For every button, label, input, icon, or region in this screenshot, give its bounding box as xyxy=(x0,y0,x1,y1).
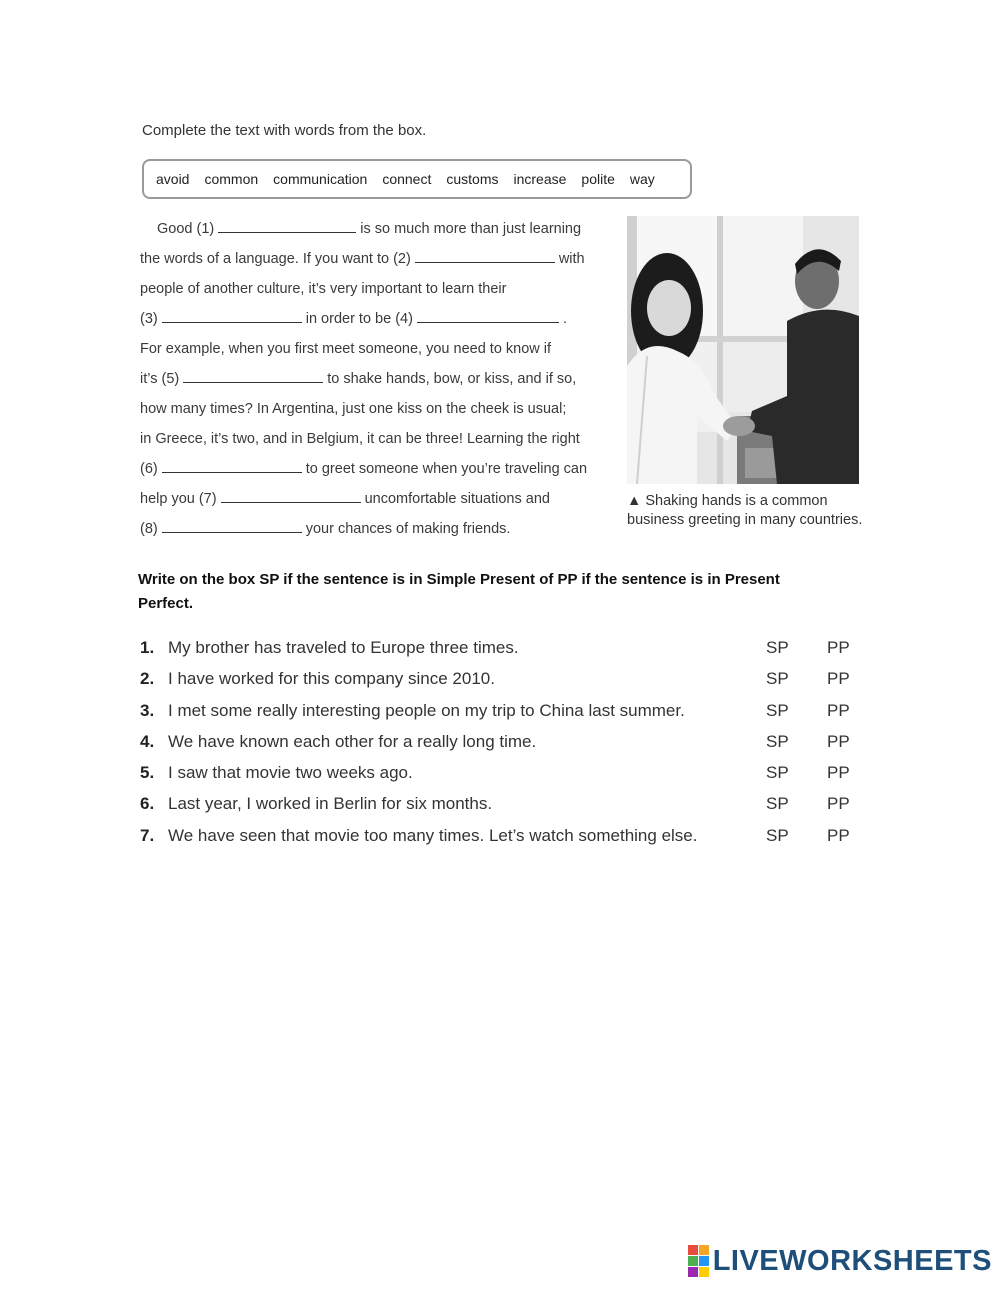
blank-1[interactable] xyxy=(218,220,356,233)
sentence-item-4 xyxy=(140,732,860,756)
word-box-item: polite xyxy=(581,171,615,187)
item-text: My brother has traveled to Europe three times. xyxy=(168,638,519,657)
word-box xyxy=(142,159,692,199)
pp-option[interactable]: PP xyxy=(827,669,850,688)
text-line-1: Good (1) is so much more than just learning xyxy=(157,221,582,237)
blank-6[interactable] xyxy=(162,460,302,473)
item-text: I saw that movie two weeks ago. xyxy=(168,763,413,782)
text-line-6: it’s (5) to shake hands, bow, or kiss, and if so, xyxy=(140,371,577,387)
item-text: We have known each other for a really long time. xyxy=(168,732,537,751)
sp-option[interactable]: SP xyxy=(766,794,789,813)
photo-caption: ▲ Shaking hands is a common business greeting in many countries. xyxy=(627,493,863,528)
item-number: 1. xyxy=(140,638,155,657)
item-number: 2. xyxy=(140,669,155,688)
logo-mark-square xyxy=(688,1256,698,1266)
text-line-8: in Greece, it’s two, and in Belgium, it can be three! Learning the right xyxy=(140,431,580,447)
sp-option[interactable]: SP xyxy=(766,763,789,782)
pp-option[interactable]: PP xyxy=(827,763,850,782)
exercise1-instruction: Complete the text with words from the box. xyxy=(142,122,427,139)
item-number: 4. xyxy=(140,732,155,751)
text-line-9: (6) to greet someone when you’re traveling can xyxy=(140,461,588,477)
blank-5[interactable] xyxy=(183,370,323,383)
text-line-2: the words of a language. If you want to (2) with xyxy=(140,251,585,267)
word-box-item: way xyxy=(629,171,655,187)
logo-mark-square xyxy=(699,1256,709,1266)
sentence-item-5 xyxy=(140,763,860,787)
pp-option[interactable]: PP xyxy=(827,701,850,720)
blank-2[interactable] xyxy=(415,250,555,263)
pp-option[interactable]: PP xyxy=(827,638,850,657)
logo-mark-square xyxy=(688,1267,698,1277)
word-box-item: connect xyxy=(382,171,432,187)
item-text: Last year, I worked in Berlin for six months. xyxy=(168,794,493,813)
liveworksheets-logo xyxy=(688,1245,992,1277)
sp-option[interactable]: SP xyxy=(766,826,789,845)
word-box-item: avoid xyxy=(156,171,190,187)
pp-option[interactable]: PP xyxy=(827,732,850,751)
blank-3[interactable] xyxy=(162,310,302,323)
sentence-item-1 xyxy=(140,638,860,662)
sentence-item-3 xyxy=(140,701,860,725)
item-text: We have seen that movie too many times. Let’s watch something else. xyxy=(168,826,698,845)
blank-7[interactable] xyxy=(221,490,361,503)
blank-4[interactable] xyxy=(417,310,559,323)
sp-option[interactable]: SP xyxy=(766,669,789,688)
pp-option[interactable]: PP xyxy=(827,826,850,845)
exercise2-instruction: Write on the box SP if the sentence is in Simple Present of PP if the sentence is in Present Perfect. xyxy=(138,571,780,612)
text-line-10: help you (7) uncomfortable situations and xyxy=(140,491,550,507)
text-line-4: (3) in order to be (4) . xyxy=(140,311,567,327)
text-line-3: people of another culture, it’s very important to learn their xyxy=(140,281,507,297)
sp-option[interactable]: SP xyxy=(766,701,789,720)
sp-option[interactable]: SP xyxy=(766,638,789,657)
word-box-item: communication xyxy=(273,171,368,187)
item-number: 5. xyxy=(140,763,155,782)
item-number: 7. xyxy=(140,826,155,845)
sentence-item-2 xyxy=(140,669,860,693)
logo-mark-square xyxy=(688,1245,698,1255)
sp-option[interactable]: SP xyxy=(766,732,789,751)
item-number: 6. xyxy=(140,794,155,813)
text-line-11: (8) your chances of making friends. xyxy=(140,521,511,537)
logo-text: LIVEWORKSHEETS xyxy=(712,1244,992,1277)
logo-mark-square xyxy=(699,1245,709,1255)
item-text: I met some really interesting people on my trip to China last summer. xyxy=(168,701,685,720)
text-line-7: how many times? In Argentina, just one kiss on the cheek is usual; xyxy=(140,401,567,417)
word-box-item: common xyxy=(204,171,259,187)
blank-8[interactable] xyxy=(162,520,302,533)
word-box-item: customs xyxy=(446,171,499,187)
sentence-item-7 xyxy=(140,826,860,850)
handshake-photo xyxy=(627,216,859,484)
item-number: 3. xyxy=(140,701,155,720)
item-text: I have worked for this company since 2010. xyxy=(168,669,495,688)
logo-mark-square xyxy=(699,1267,709,1277)
word-box-item: increase xyxy=(513,171,567,187)
text-line-5: For example, when you first meet someone, you need to know if xyxy=(140,341,552,357)
logo-mark-icon xyxy=(688,1245,709,1277)
sentence-item-6 xyxy=(140,794,860,818)
pp-option[interactable]: PP xyxy=(827,794,850,813)
